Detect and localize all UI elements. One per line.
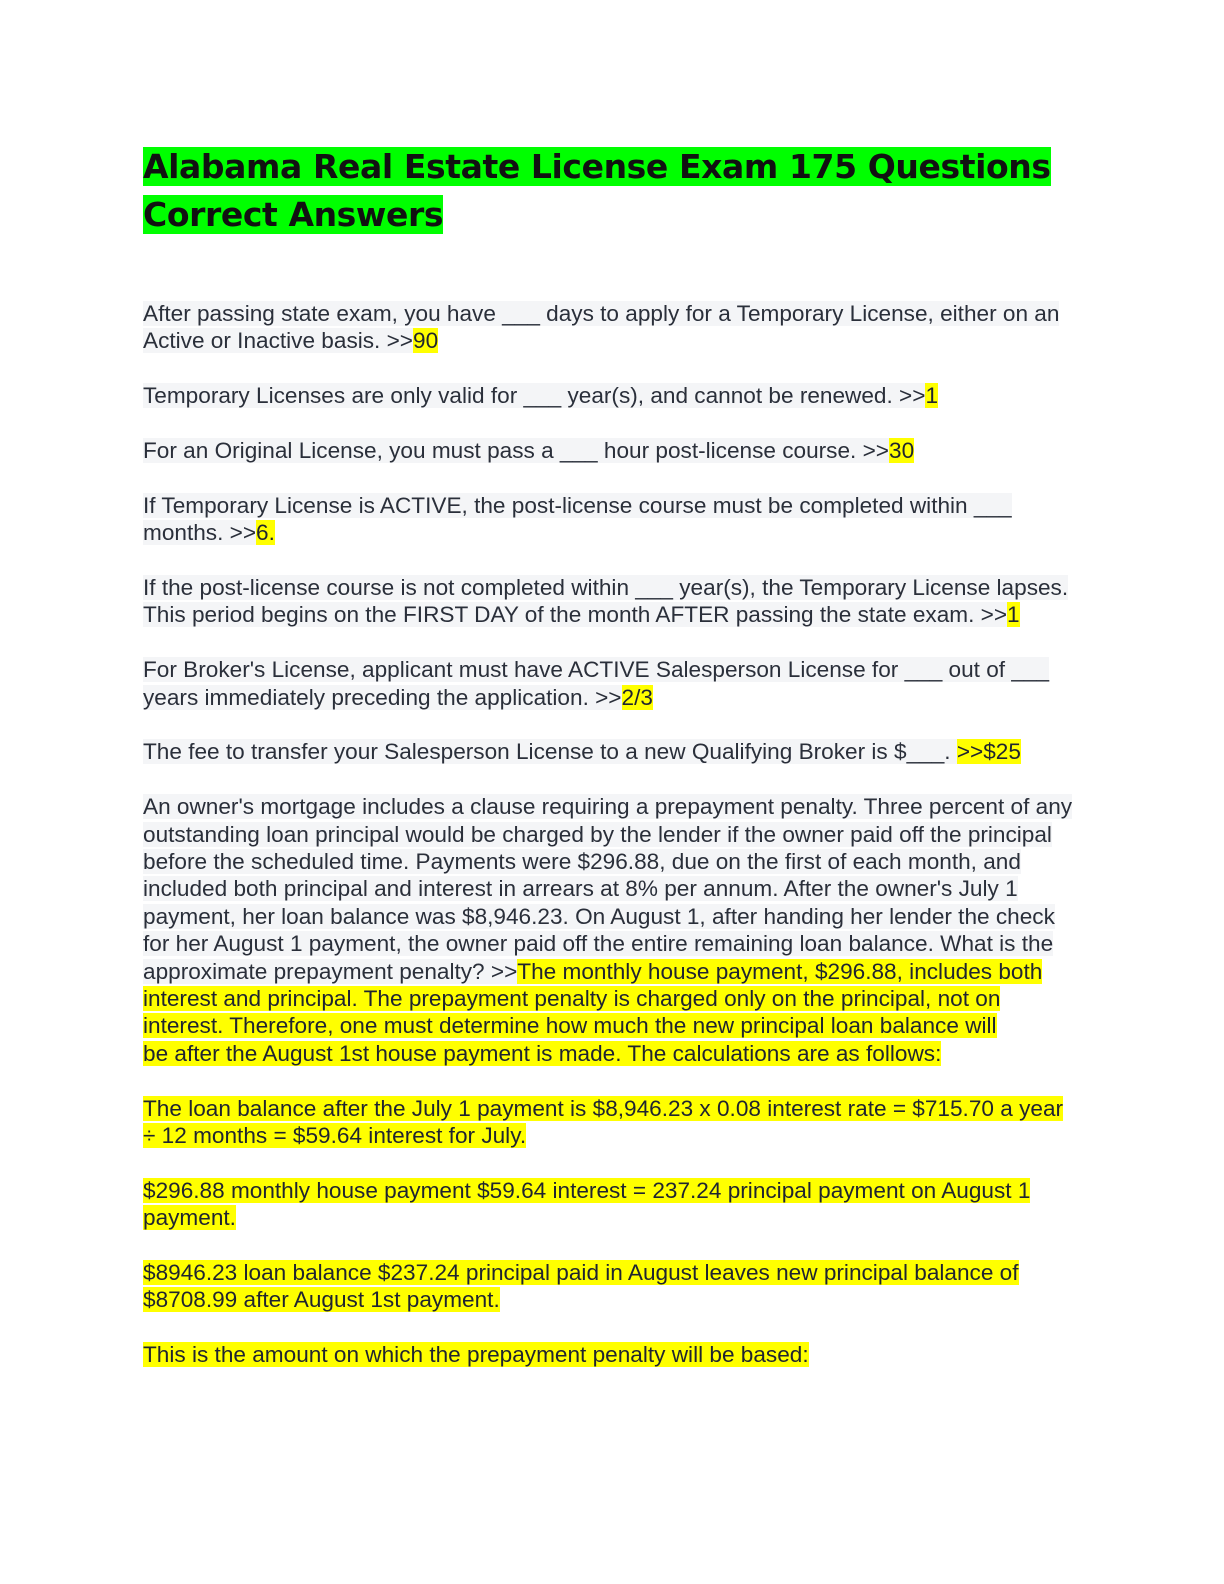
answer-text: 90 [413,328,439,354]
explanation-text: $8946.23 loan balance $237.24 principal paid in August leaves new principal balance of $8708.99 after August 1st payment. [143,1260,1019,1313]
answer-text: 6. [256,520,275,546]
document-title [143,143,1073,239]
document-page [143,143,1073,1396]
question-text: For an Original License, you must pass a ___ hour post-license course. >> [143,438,889,463]
answer-text: >>$25 [956,739,1021,765]
answer-text: 2/3 [621,684,653,710]
explanation-paragraph-1 [143,1095,1073,1150]
qa-item-6 [143,656,1073,711]
explanation-paragraph-4 [143,1341,1073,1368]
question-text: After passing state exam, you have ___ days to apply for a Temporary License, either on an Active or Inactive basis. >> [143,301,1060,354]
document-title-text: Alabama Real Estate License Exam 175 Questions Correct Answers [143,147,1051,234]
qa-item-7 [143,738,1073,765]
question-text: If Temporary License is ACTIVE, the post-license course must be completed within ___ months. >> [143,492,1012,546]
qa-item-5 [143,574,1073,629]
qa-item-3 [143,437,1073,464]
explanation-text: This is the amount on which the prepayment penalty will be based: [143,1342,809,1368]
question-text: If the post-license course is not completed within ___ year(s), the Temporary License lapses. This period begins on the FIRST DAY of the month AFTER passing the state exam. >> [143,575,1069,628]
answer-text: The monthly house payment, $296.88, includes both interest and principal. The prepayment penalty is charged only on the principal, not on interest. Therefore, one must determine how much the new principal loan balance will [143,958,1043,1039]
question-text: Temporary Licenses are only valid for ___ year(s), and cannot be renewed. >> [143,383,926,409]
answer-text: 1 [925,383,939,409]
explanation-paragraph-2 [143,1177,1073,1232]
explanation-paragraph-3 [143,1259,1073,1314]
qa-item-1 [143,300,1073,355]
qa-item-4 [143,492,1073,547]
question-text: The fee to transfer your Salesperson License to a new Qualifying Broker is $___. [143,739,957,765]
explanation-text: $296.88 monthly house payment $59.64 interest = 237.24 principal payment on August 1 payment. [143,1177,1031,1231]
answer-text: 1 [1007,602,1020,628]
answer-text-continued: be after the August 1st house payment is made. The calculations are as follows: [143,1040,942,1066]
qa-item-2 [143,382,1073,409]
question-text: For Broker's License, applicant must have ACTIVE Salesperson License for ___ out of ___ years immediately preceding the application. >> [143,657,1050,710]
answer-text: 30 [889,438,915,463]
explanation-text: The loan balance after the July 1 payment is $8,946.23 x 0.08 interest rate = $715.70 a year ÷ 12 months = $59.64 interest for July. [143,1095,1064,1149]
question-text: An owner's mortgage includes a clause requiring a prepayment penalty. Three percent of any outstanding loan principal would be charged by the lender if the owner paid off the principal before the scheduled time. Payments were $296.88, due on the first of each month, and included both principal and interest in arrears at 8% per annum. After the owner's July 1 payment, her loan balance was $8,946.23. On August 1, after handing her lender the check for her August 1 payment, the owner paid off the entire remaining loan balance. What is the approximate prepayment penalty? >> [143,794,1073,984]
qa-item-8 [143,793,1073,1067]
